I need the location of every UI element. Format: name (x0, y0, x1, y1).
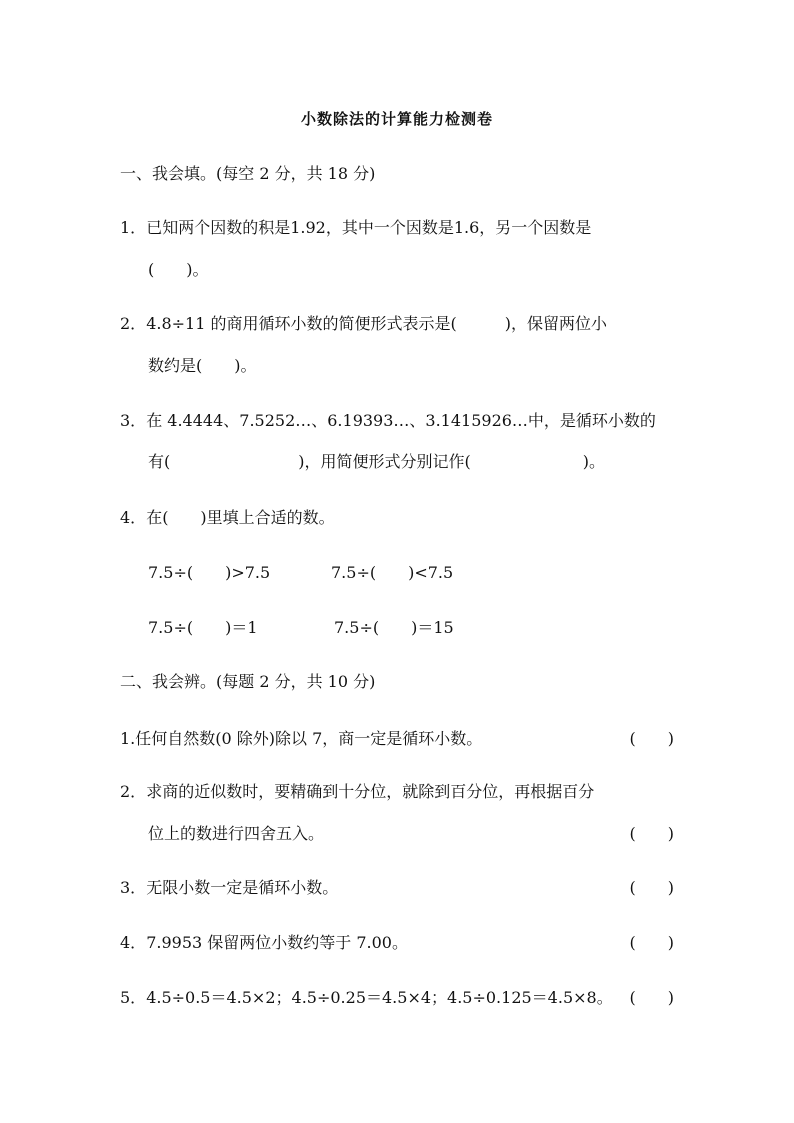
answer-box: ( ) (629, 878, 674, 897)
question-text: 求商的近似数时，要精确到十分位，就除到百分位，再根据百分 (146, 782, 595, 801)
answer-box: ( ) (629, 933, 674, 952)
question-1-line2: ( )。 (148, 260, 209, 279)
judge-item-2 (120, 781, 594, 803)
judge-item-1 (120, 728, 482, 750)
question-1-fill (120, 217, 591, 239)
question-2-line2: 数约是( )。 (148, 356, 257, 375)
section2-heading: 二、我会辨。(每题 2 分，共 10 分) (120, 672, 376, 691)
answer-box: ( ) (629, 729, 674, 748)
question-number: 2． (120, 782, 147, 801)
question-text: 无限小数一定是循环小数。 (146, 878, 339, 897)
question-number: 1. (120, 729, 136, 748)
equation-1a: 7.5÷( )>7.5 (148, 563, 271, 582)
question-text: 已知两个因数的积是1.92，其中一个因数是1.6，另一个因数是 (146, 218, 592, 237)
question-number: 3． (120, 411, 147, 430)
question-number: 4． (120, 508, 147, 527)
question-text: 在 4.4444、7.5252…、6.19393…、3.1415926…中，是循环小数的 (146, 411, 656, 430)
question-text: 4.5÷0.5＝4.5×2；4.5÷0.25＝4.5×4；4.5÷0.125＝4.5×8。 (146, 988, 613, 1007)
page-title: 小数除法的计算能力检测卷 (300, 110, 493, 128)
question-number: 2． (120, 314, 147, 333)
question-3-line2: 有( )，用简便形式分别记作( )。 (148, 452, 605, 471)
question-number: 1． (120, 218, 147, 237)
question-4-fill (120, 507, 335, 529)
question-number: 3． (120, 878, 147, 897)
question-text: 4.8÷11 的商用循环小数的简便形式表示是( )，保留两位小 (146, 314, 607, 333)
answer-box: ( ) (629, 824, 674, 843)
question-text: 在( )里填上合适的数。 (146, 508, 335, 527)
question-3-fill (120, 410, 656, 432)
judge-item-2-line2: 位上的数进行四舍五入。 (148, 824, 325, 843)
question-text: 7.9953 保留两位小数约等于 7.00。 (146, 933, 408, 952)
judge-item-4 (120, 932, 408, 954)
question-number: 4． (120, 933, 147, 952)
judge-item-3 (120, 877, 338, 899)
judge-item-5 (120, 987, 613, 1009)
section1-heading: 一、我会填。(每空 2 分，共 18 分) (120, 164, 376, 183)
question-number: 5． (120, 988, 147, 1007)
question-2-fill (120, 313, 607, 335)
answer-box: ( ) (629, 988, 674, 1007)
equation-2b: 7.5÷( )＝15 (334, 618, 454, 637)
equation-1b: 7.5÷( )<7.5 (331, 563, 454, 582)
question-text: 任何自然数(0 除外)除以 7，商一定是循环小数。 (135, 729, 483, 748)
equation-2a: 7.5÷( )＝1 (148, 618, 258, 637)
